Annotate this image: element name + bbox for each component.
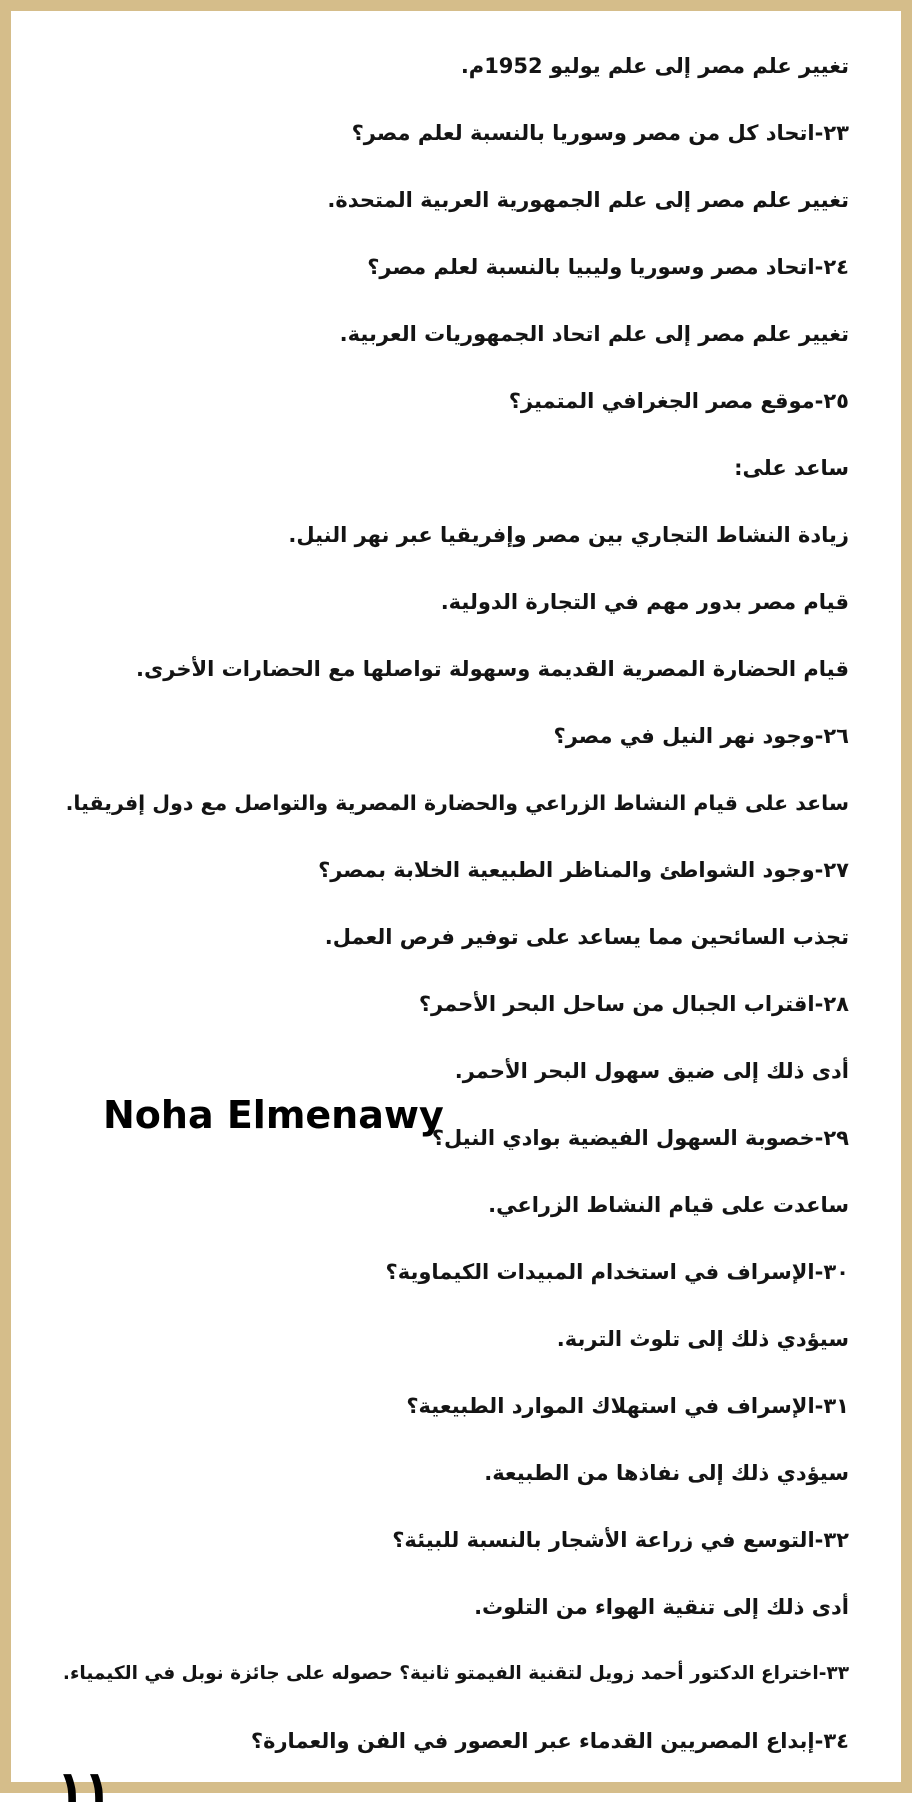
text-line: قيام الحضارة المصرية القديمة وسهولة تواصلها مع الحضارات الأخرى. (136, 657, 849, 681)
text-line: ٢٣-اتحاد كل من مصر وسوريا بالنسبة لعلم مصر؟ (351, 121, 849, 145)
text-line: تغيير علم مصر إلى علم يوليو 1952م. (460, 54, 849, 78)
text-line: ساعد على: (734, 456, 849, 480)
text-line: سيؤدي ذلك إلى نفاذها من الطبيعة. (484, 1461, 849, 1485)
text-line: قيام مصر بدور مهم في التجارة الدولية. (440, 590, 849, 614)
text-line: ٣٣-اختراع الدكتور أحمد زويل لتقنية الفيمتو ثانية؟ حصوله على جائزة نوبل في الكيمياء. (62, 1663, 849, 1684)
text-line: ٣٢-التوسع في زراعة الأشجار بالنسبة للبيئة؟ (392, 1528, 849, 1552)
text-line: سيؤدي ذلك إلى تلوث التربة. (556, 1327, 849, 1351)
text-line: ٢٨-اقتراب الجبال من ساحل البحر الأحمر؟ (418, 992, 849, 1016)
text-line: ساعدت على قيام النشاط الزراعي. (488, 1193, 849, 1217)
page-number: ١١ (57, 1762, 111, 1813)
text-line: ٣٠-الإسراف في استخدام المبيدات الكيماوية؟ (385, 1260, 849, 1284)
text-line: ٢٩-خصوبة السهول الفيضية بوادي النيل؟ (431, 1126, 849, 1150)
text-line: ٢٤-اتحاد مصر وسوريا وليبيا بالنسبة لعلم مصر؟ (367, 255, 849, 279)
text-line: تجذب السائحين مما يساعد على توفير فرص العمل. (324, 925, 849, 949)
author-watermark: Noha Elmenawy (103, 1093, 444, 1137)
text-line: ٢٥-موقع مصر الجغرافي المتميز؟ (508, 389, 849, 413)
text-line: ٢٧-وجود الشواطئ والمناظر الطبيعية الخلابة بمصر؟ (318, 858, 849, 882)
text-line: أدى ذلك إلى تنقية الهواء من التلوث. (474, 1595, 849, 1619)
text-line: ٣١-الإسراف في استهلاك الموارد الطبيعية؟ (406, 1394, 849, 1418)
text-line: ٣٤-إبداع المصريين القدماء عبر العصور في الفن والعمارة؟ (250, 1729, 849, 1753)
text-line: ٢٦-وجود نهر النيل في مصر؟ (553, 724, 849, 748)
text-line: تغيير علم مصر إلى علم الجمهورية العربية المتحدة. (327, 188, 849, 212)
text-line: تغيير علم مصر إلى علم اتحاد الجمهوريات العربية. (339, 322, 849, 346)
text-column (51, 11, 849, 1804)
text-line: زيادة النشاط التجاري بين مصر وإفريقيا عبر نهر النيل. (288, 523, 849, 547)
text-line: ساعد على قيام النشاط الزراعي والحضارة المصرية والتواصل مع دول إفريقيا. (65, 791, 849, 815)
text-line: أدى ذلك إلى ضيق سهول البحر الأحمر. (454, 1059, 849, 1083)
